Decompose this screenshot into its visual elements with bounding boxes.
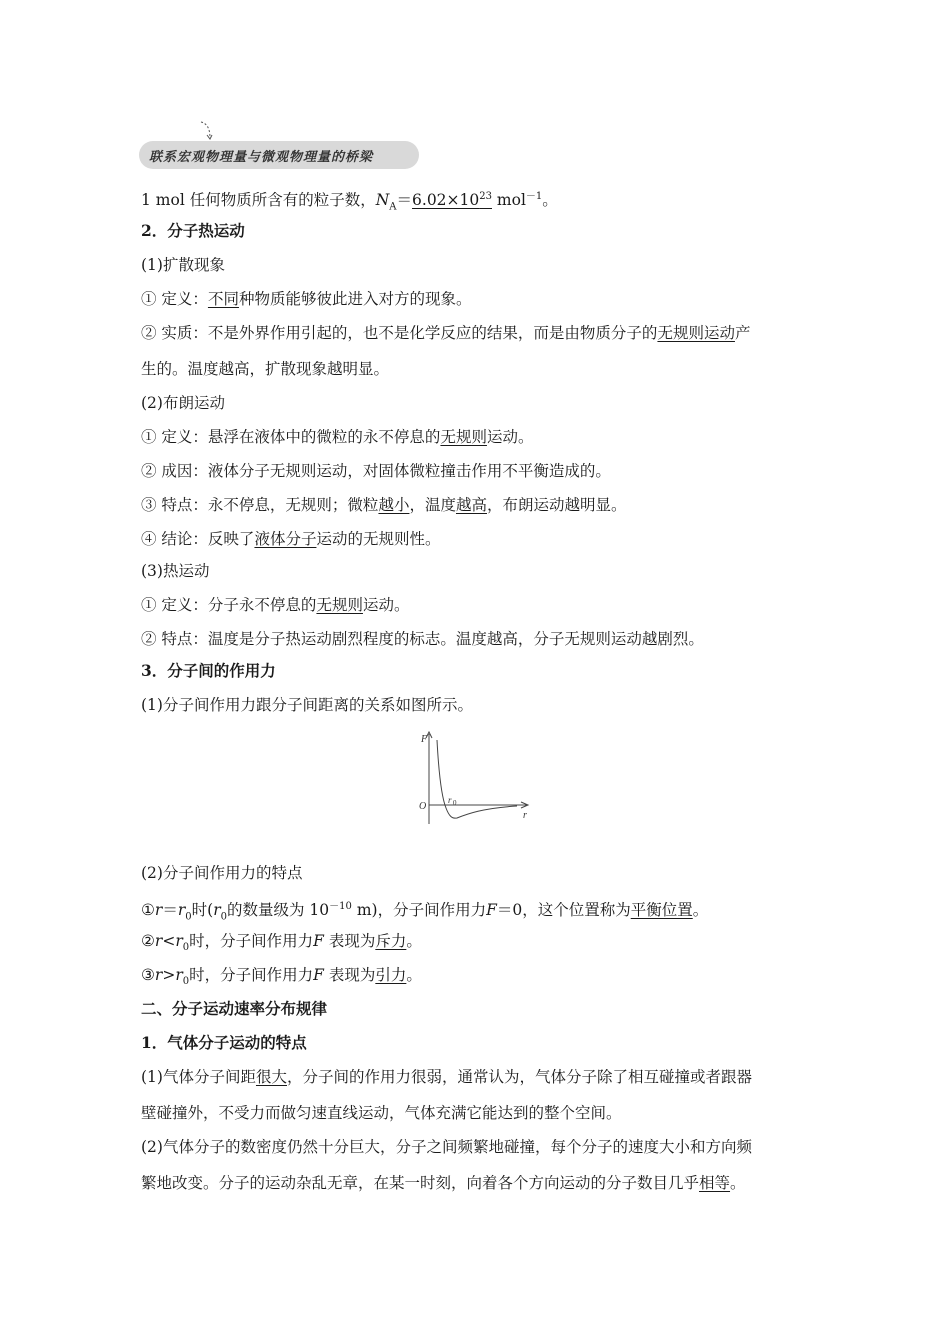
- force-figure-intro: (1)分子间作用力跟分子间距离的关系如图所示。: [141, 696, 473, 714]
- text: 繁地改变。分子的运动杂乱无章，在某一时刻，向着各个方向运动的分子数目几乎: [141, 1174, 700, 1192]
- subscript: 0: [185, 911, 192, 923]
- text: mol: [492, 191, 526, 210]
- symbol: r: [154, 966, 163, 984]
- symbol: F: [486, 901, 497, 920]
- heading-gas-motion: 1．气体分子运动的特点: [141, 1033, 307, 1052]
- answer-blank: 无规则: [440, 428, 487, 446]
- thermal-definition: [141, 595, 409, 615]
- answer-blank: 越小: [378, 496, 410, 514]
- answer-blank: 平衡位置: [630, 901, 693, 920]
- answer-blank: 斥力: [375, 932, 407, 950]
- answer-blank: 液体分子: [254, 530, 317, 548]
- symbol: F: [313, 932, 324, 950]
- text: ，分子间的作用力很弱，通常认为，气体分子除了相互碰撞或者跟器: [286, 1068, 752, 1086]
- avogadro-line: [141, 187, 558, 217]
- answer-blank: 无规则运动: [657, 324, 735, 342]
- text: 运动的无规则性。: [316, 530, 441, 548]
- subheading-thermal-motion: (3)热运动: [141, 562, 210, 580]
- heading-intermolecular-force: 3．分子间的作用力: [141, 661, 276, 680]
- answer-blank: 很大: [255, 1068, 287, 1086]
- symbol: r: [154, 901, 163, 920]
- symbol: r: [177, 901, 186, 920]
- text: ②: [141, 932, 155, 950]
- gas-feature-2: (2)气体分子的数密度仍然十分巨大，分子之间频繁地碰撞，每个分子的速度大小和方向频: [141, 1138, 752, 1156]
- section-banner: [139, 141, 419, 169]
- heading-speed-distribution: 二、分子运动速率分布规律: [141, 999, 328, 1018]
- symbol: r: [175, 966, 183, 984]
- answer-blank: 无规则: [316, 596, 363, 614]
- force-distance-graph: [415, 728, 535, 828]
- text: 时，分子间作用力: [189, 932, 314, 950]
- subscript: 0: [182, 976, 190, 988]
- text: 的数量级为 10: [227, 901, 330, 920]
- brownian-conclusion: [141, 529, 440, 549]
- answer-blank: 相等: [699, 1174, 731, 1192]
- symbol: r: [154, 932, 163, 950]
- gas-feature-1: [141, 1067, 752, 1087]
- subscript: 0: [220, 911, 227, 923]
- heading-molecular-motion: 2．分子热运动: [141, 221, 245, 240]
- text: 。: [406, 966, 422, 984]
- symbol: r: [175, 932, 183, 950]
- text: 。: [542, 191, 558, 210]
- text: 。: [730, 1174, 746, 1192]
- text: 运动。: [486, 428, 534, 446]
- superscript: －10: [329, 901, 352, 912]
- text: 表现为: [323, 932, 376, 950]
- brownian-definition: [141, 427, 533, 447]
- banner-text: 联系宏观物理量与微观物理量的桥梁: [149, 150, 374, 165]
- force-curve: [437, 740, 517, 818]
- symbol: F: [313, 966, 324, 984]
- answer-blank: 引力: [375, 966, 407, 984]
- gas-feature-1-cont: 壁碰撞外，不受力而做匀速直线运动，气体充满它能达到的整个空间。: [141, 1104, 622, 1122]
- text: ＝: [162, 901, 178, 920]
- text: ① 定义：: [141, 290, 208, 308]
- text: 。: [406, 932, 422, 950]
- r0-label: r: [448, 795, 452, 805]
- subscript: 0: [182, 942, 190, 954]
- text: 种物质能够彼此进入对方的现象。: [238, 290, 472, 308]
- thermal-features: ② 特点：温度是分子热运动剧烈程度的标志。温度越高，分子无规则运动越剧烈。: [141, 630, 704, 648]
- text: ④ 结论：反映了: [141, 530, 255, 548]
- text: 。: [692, 901, 709, 920]
- superscript: 23: [479, 191, 492, 202]
- text: ＝0，这个位置称为: [496, 901, 631, 920]
- subheading-brownian: (2)布朗运动: [141, 394, 225, 412]
- x-axis-label: r: [523, 810, 527, 821]
- force-feature-repulsion: [141, 931, 422, 958]
- text: 时，分子间作用力: [189, 966, 314, 984]
- diffusion-definition: [141, 289, 471, 309]
- text: 1 mol 任何物质所含有的粒子数，: [141, 191, 376, 210]
- text: ② 实质：不是外界作用引起的，也不是化学反应的结果，而是由物质分子的: [141, 324, 658, 342]
- text: ③: [141, 966, 155, 984]
- force-features-heading: (2)分子间作用力的特点: [141, 864, 303, 882]
- brownian-cause: ② 成因：液体分子无规则运动，对固体微粒撞击作用不平衡造成的。: [141, 462, 611, 480]
- diffusion-essence-cont: 生的。温度越高，扩散现象越明显。: [141, 360, 390, 378]
- subheading-diffusion: (1)扩散现象: [141, 256, 225, 274]
- text: ，布朗运动越明显。: [486, 496, 627, 514]
- brownian-features: [141, 495, 627, 515]
- subscript: A: [389, 201, 397, 213]
- text: (1)气体分子间距: [141, 1068, 256, 1086]
- na-symbol: N: [375, 191, 390, 210]
- text: m)，分子间作用力: [351, 901, 487, 920]
- symbol: r: [213, 901, 221, 920]
- text: 表现为: [323, 966, 376, 984]
- text: ① 定义：悬浮在液体中的微粒的永不停息的: [141, 428, 441, 446]
- curved-arrow-icon: [198, 120, 218, 142]
- text: ①: [141, 901, 155, 920]
- diffusion-essence: [141, 323, 750, 343]
- text: 运动。: [362, 596, 410, 614]
- text: 时(: [191, 901, 214, 920]
- text: ③ 特点：永不停息，无规则；微粒: [141, 496, 379, 514]
- text: 产: [734, 324, 751, 342]
- text: >: [162, 966, 176, 984]
- text: ＝: [396, 191, 413, 210]
- force-feature-equilibrium: [141, 897, 708, 927]
- text: <: [162, 932, 176, 950]
- text: ① 定义：分子永不停息的: [141, 596, 317, 614]
- avogadro-value: 6.02×10: [412, 191, 480, 210]
- text: ，温度: [409, 496, 456, 514]
- origin-label: O: [419, 801, 427, 812]
- answer-blank: 不同: [207, 290, 239, 308]
- r0-subscript: 0: [453, 799, 457, 807]
- y-axis-label: F: [421, 734, 428, 745]
- answer-blank: 越高: [455, 496, 487, 514]
- gas-feature-2-cont: [141, 1173, 746, 1193]
- force-feature-attraction: [141, 965, 422, 992]
- superscript: －1: [525, 191, 543, 202]
